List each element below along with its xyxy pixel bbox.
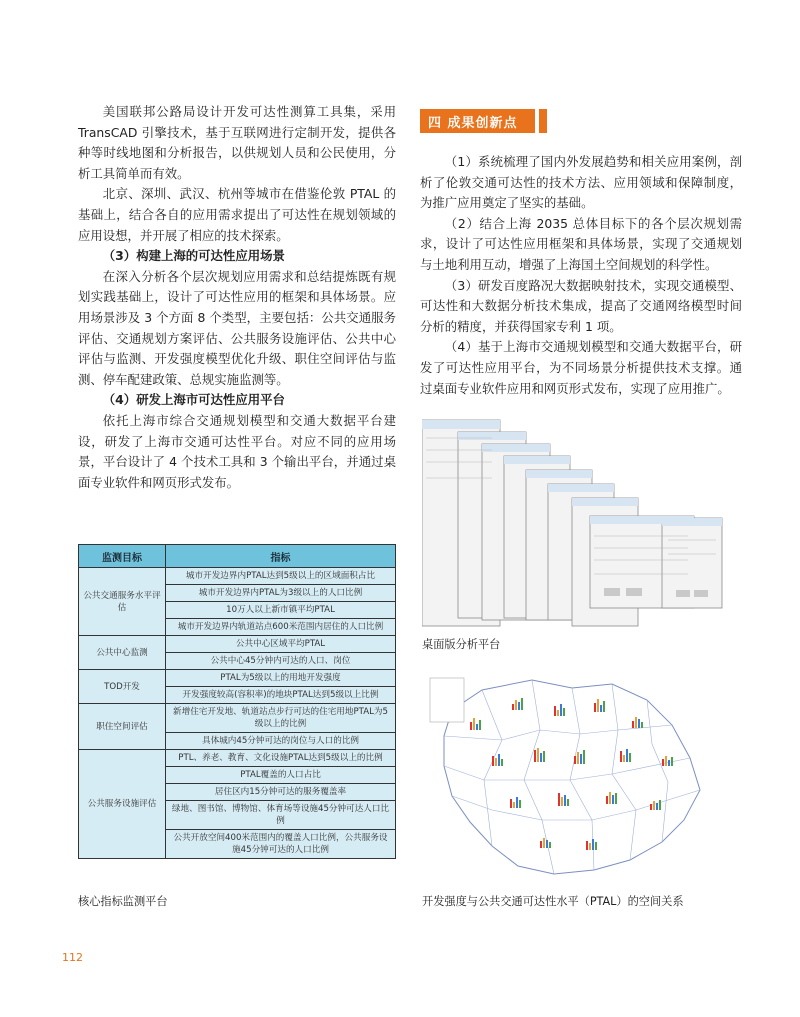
right-paragraph-4: （4）基于上海市交通规划模型和交通大数据平台，研发了可达性应用平台，为不同场景分析提供技术支撑。通过桌面专业软件应用和网页形式发布，实现了应用推广。 [420, 339, 742, 396]
table-cell: 新增住宅开发地、轨道站点步行可达的住宅用地PTAL为5级以上的比例 [166, 704, 396, 733]
left-subheading-3: （3）构建上海的可达性应用场景 [102, 248, 285, 264]
shanghai-ptal-map [422, 670, 722, 884]
table-row [79, 750, 396, 767]
left-paragraph-2: 北京、深圳、武汉、杭州等城市在借鉴伦敦 PTAL 的基础上，结合各自的应用需求提出了可达性在规划领域的应用设想，并开展了相应的技术探索。 [78, 186, 396, 243]
map-caption: 开发强度与公共交通可达性水平（PTAL）的空间关系 [422, 895, 684, 908]
metric-table [78, 544, 396, 859]
table-category: 公共服务设施评估 [79, 750, 166, 859]
table-header-indicator: 指标 [166, 545, 396, 568]
table-category: 职住空间评估 [79, 704, 166, 750]
table-cell: PTL、养老、教育、文化设施PTAL达到5级以上的比例 [166, 750, 396, 767]
table-row [79, 568, 396, 585]
table-cell: 城市开发边界内轨道站点600米范围内居住的人口比例 [166, 619, 396, 636]
table-header-row [79, 545, 396, 568]
left-paragraph-4: 依托上海市综合交通规划模型和交通大数据平台建设，研发了上海市交通可达性平台。对应不同的应用场景，平台设计了 4 个技术工具和 3 个输出平台，并通过桌面专业软件和网页形式发布。 [78, 412, 396, 490]
desktop-caption: 桌面版分析平台 [422, 638, 501, 651]
table-cell: 居住区内15分钟可达的服务覆盖率 [166, 784, 396, 801]
table-cell: 城市开发边界内PTAL达到5级以上的区域面积占比 [166, 568, 396, 585]
table-category: 公共交通服务水平评估 [79, 568, 166, 636]
page-number: 112 [62, 951, 83, 964]
desktop-platform-screenshot [422, 418, 724, 630]
section-header [420, 109, 535, 133]
table-cell: 城市开发边界内PTAL为3级以上的人口比例 [166, 585, 396, 602]
table-row [79, 636, 396, 653]
table-cell: PTAL覆盖的人口占比 [166, 767, 396, 784]
map-legend [430, 678, 464, 722]
right-paragraph-1: （1）系统梳理了国内外发展趋势和相关应用案例，剖析了伦敦交通可达性的技术方法、应用领域和保障制度，为推广应用奠定了坚实的基础。 [420, 154, 742, 211]
right-column [420, 152, 742, 399]
table-category: TOD开发 [79, 670, 166, 704]
table-header-target: 监测目标 [79, 545, 166, 568]
table-cell: 公共中心45分钟内可达的人口、岗位 [166, 653, 396, 670]
right-paragraph-2: （2）结合上海 2035 总体目标下的各个层次规划需求，设计了可达性应用框架和具体场景，实现了交通规划与土地利用互动，增强了上海国土空间规划的科学性。 [420, 215, 742, 272]
left-subheading-4: （4）研发上海市可达性应用平台 [102, 392, 285, 408]
table-cell: 绿地、图书馆、博物馆、体育场等设施45分钟可达人口比例 [166, 801, 396, 830]
section-title: 四 成果创新点 [428, 116, 518, 131]
section-header-tab [539, 109, 547, 133]
left-column [78, 102, 396, 493]
map-outline [444, 680, 700, 874]
left-paragraph-1: 美国联邦公路局设计开发可达性测算工具集，采用TransCAD 引擎技术，基于互联网进行定制开发，提供各种等时线地图和分析报告，以供规划人员和公民使用，分析工具简单而有效。 [78, 104, 396, 181]
table-cell: 公共开放空间400米范围内的覆盖人口比例，公共服务设施45分钟可达的人口比例 [166, 830, 396, 859]
table-row [79, 704, 396, 733]
table-cell: 具体城内45分钟可达的岗位与人口的比例 [166, 733, 396, 750]
left-paragraph-3: 在深入分析各个层次规划应用需求和总结提炼既有规划实践基础上，设计了可达性应用的框架和具体场景。应用场景涉及 3 个方面 8 个类型，主要包括：公共交通服务评估、交通规划方案评估、公共服务设施评估、公共中心评估与监测、开发强度模型优化升级、职住空间评估与监测、停车配建政策、总规实施监测等。 [78, 268, 396, 387]
right-paragraph-3: （3）研发百度路况大数据映射技术，实现交通模型、可达性和大数据分析技术集成，提高了交通网络模型时间分析的精度，并获得国家专利 1 项。 [420, 277, 742, 334]
table-category: 公共中心监测 [79, 636, 166, 670]
table-cell: 公共中心区域平均PTAL [166, 636, 396, 653]
table-caption: 核心指标监测平台 [78, 895, 168, 908]
table-cell: PTAL为5级以上的用地开发强度 [166, 670, 396, 687]
table-cell: 10万人以上新市镇平均PTAL [166, 602, 396, 619]
table-cell: 开发强度较高(容积率)的地块PTAL达到5级以上比例 [166, 687, 396, 704]
table-row [79, 670, 396, 687]
